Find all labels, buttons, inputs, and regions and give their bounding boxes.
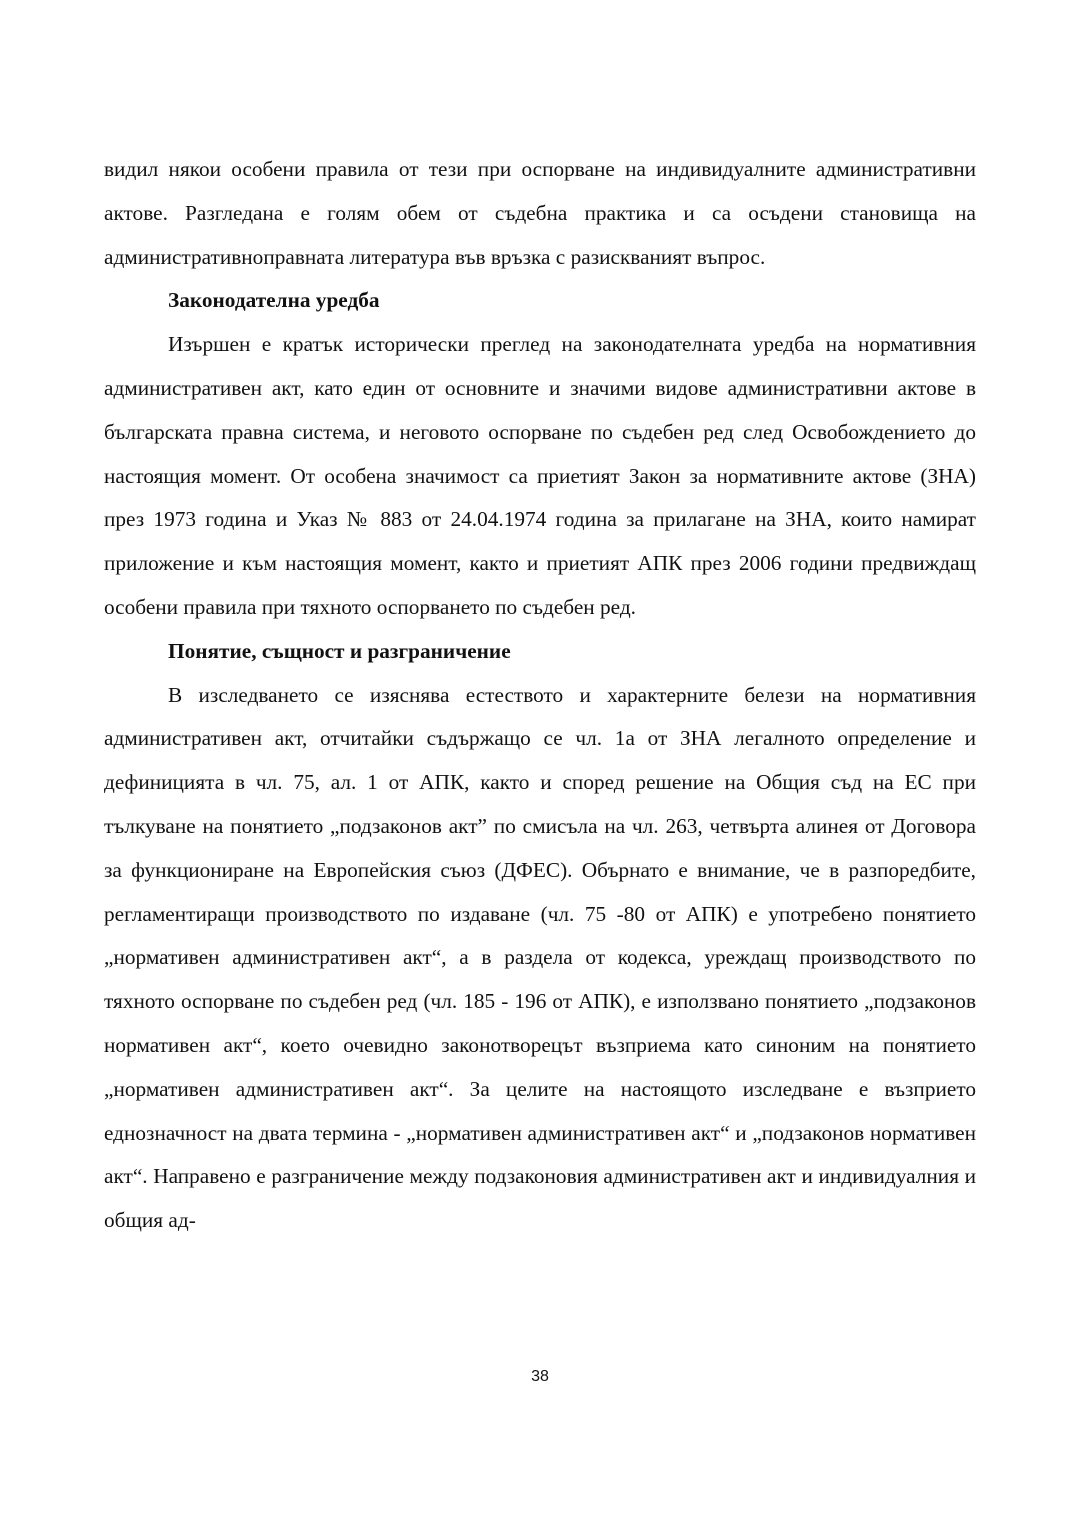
- paragraph-concept: В изследването се изяснява естеството и характерните белези на нормативния административен акт, отчитайки съдържащо се чл. 1а от ЗНА легалното определение и дефиницията в чл. 75, ал. 1 от АПК, както и според решение на Общия съд на ЕС при тълкуване на понятието „подзаконов акт” по смисъла на чл. 263, четвърта алинея от Договора за функциониране на Европейския съюз (ДФЕС). Обърнато е внимание, че в разпоредбите, регламентиращи производството по издаване (чл. 75 -80 от АПК) е употребено понятието „нормативен административен акт“, а в раздела от кодекса, уреждащ производството по тяхното оспорване по съдебен ред (чл. 185 - 196 от АПК), е използвано понятието „подзаконов нормативен акт“, което очевидно законотворецът възприема като синоним на понятието „нормативен административен акт“. За целите на настоящото изследване е възприето еднозначност на двата термина - „нормативен административен акт“ и „подзаконов нормативен акт“. Направено е разграничение между подзаконовия административен акт и индивидуалния и общия ад-: [104, 682, 976, 1233]
- section-heading-concept: Понятие, същност и разграничение: [168, 638, 511, 663]
- section-heading-legislation: Законодателна уредба: [168, 288, 380, 313]
- page-number: 38: [531, 1368, 549, 1385]
- paragraph-legislation: Изършен е кратък исторически преглед на законодателната уредба на нормативния административен акт, като един от основните и значими видове административни актове в българската правна система, и неговото оспорване по съдебен ред след Освобождението до настоящия момент. От особена значимост са приетият Закон за нормативните актове (ЗНА) през 1973 година и Указ № 883 от 24.04.1974 година за прилагане на ЗНА, които намират приложение и към настоящия момент, както и приетият АПК през 2006 години предвиждащ особени правила при тяхното оспорването по съдебен ред.: [104, 332, 976, 619]
- paragraph-continuation: видил някои особени правила от тези при оспорване на индивидуалните административни актове. Разгледана е голям обем от съдебна практика и са осъдени становища на административноправната литература във връзка с разискваният въпрос.: [104, 157, 976, 269]
- text-column: [104, 148, 976, 1243]
